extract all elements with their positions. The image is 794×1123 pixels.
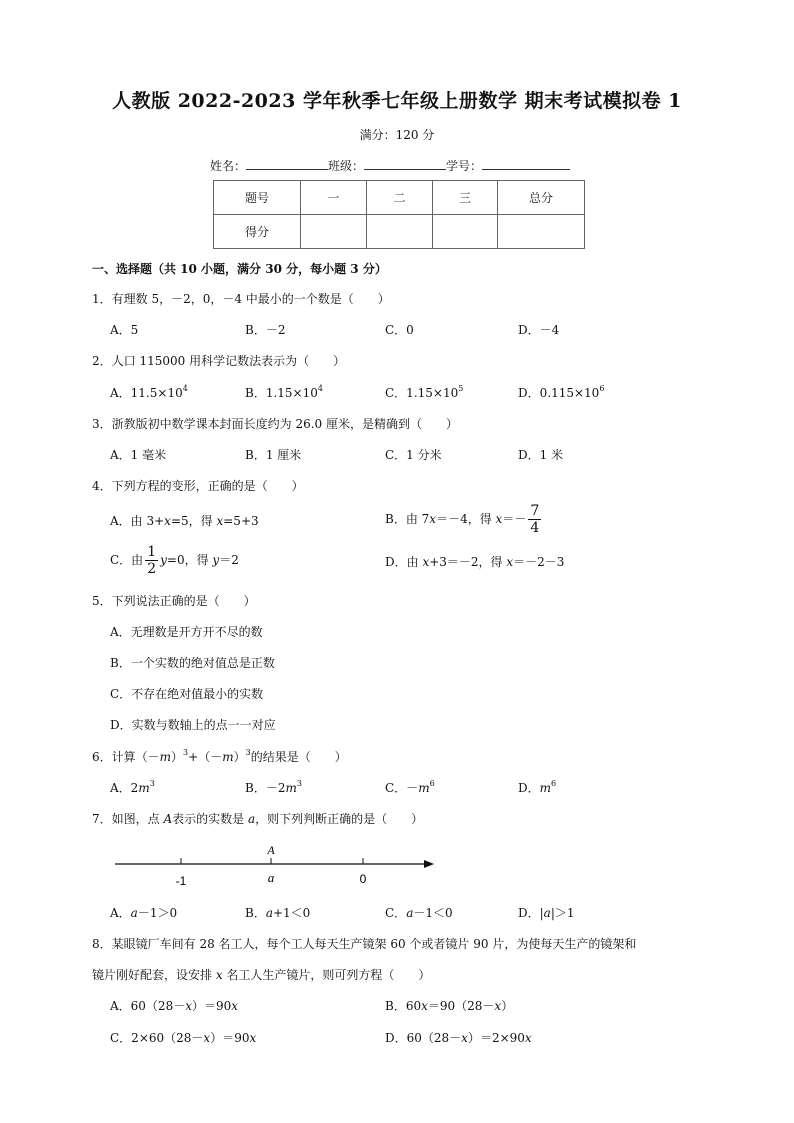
class-label: 班级： — [328, 159, 365, 173]
id-label: 学号： — [446, 159, 483, 173]
q6-option-c: C．$-m^6$ — [385, 779, 435, 795]
score-cell[interactable] — [433, 215, 498, 249]
q6-option-d: D．$m^6$ — [518, 779, 557, 795]
q1-option-a: A．5 — [110, 323, 139, 337]
q2-option-d: D．$0.115\times 10^6$ — [518, 384, 605, 400]
fraction-neg-7-4: $\frac{7}{4}$ — [530, 503, 540, 536]
q1-option-b: B．－2 — [245, 323, 286, 337]
q5-option-a: A．无理数是开方开不尽的数 — [110, 625, 263, 639]
header-cell: 题号 — [214, 181, 301, 215]
point-label-a: a — [267, 870, 275, 885]
q6-option-b: B．$-2m^3$ — [245, 779, 302, 795]
q5-option-b: B．一个实数的绝对值总是正数 — [110, 656, 275, 670]
header-cell: 总分 — [498, 181, 585, 215]
score-table-header-row — [214, 181, 585, 215]
q4-option-b: B．由 7x＝－4，得 x＝－ $\frac{7}{4}$ — [385, 503, 540, 536]
q2-option-a: A．$11.5\times 10^4$ — [110, 384, 188, 400]
header-cell: 二 — [367, 181, 433, 215]
question-2-stem: 2．人口 115000 用科学记数法表示为（ ） — [92, 354, 346, 368]
q2-option-c: C．$1.15\times 10^5$ — [385, 384, 464, 400]
question-8-stem-line-2: 镜片刚好配套，设安排 x 名工人生产镜片，则可列方程（ ） — [92, 968, 431, 982]
page-title: 人教版 2022-2023 学年秋季七年级上册数学 期末考试模拟卷 1 — [112, 90, 682, 112]
tick-label-zero: 0 — [359, 872, 367, 886]
q7-option-d: D．|a|＞1 — [518, 906, 575, 920]
q1-option-c: C．0 — [385, 323, 414, 337]
name-label: 姓名： — [210, 159, 247, 173]
class-blank[interactable] — [364, 156, 446, 170]
q3-option-c: C．1 分米 — [385, 448, 442, 462]
score-table-score-row — [214, 215, 585, 249]
question-5-stem: 5．下列说法正确的是（ ） — [92, 594, 256, 608]
name-blank[interactable] — [246, 156, 328, 170]
fraction-1-2: $\frac{1}{2}$ — [147, 544, 157, 577]
q4-option-a: A．由 3+x=5，得 x=5+3 — [110, 514, 259, 528]
student-info-line — [210, 156, 570, 174]
section-title: 一、选择题（共 10 小题，满分 30 分，每小题 3 分） — [92, 262, 387, 276]
question-3-stem: 3．浙教版初中数学课本封面长度约为 26.0 厘米，是精确到（ ） — [92, 417, 458, 431]
question-4-stem: 4．下列方程的变形，正确的是（ ） — [92, 479, 304, 493]
q3-option-a: A．1 毫米 — [110, 448, 167, 462]
q8-option-c: C．2×60（28－x）＝90x — [110, 1031, 257, 1045]
q8-option-d: D．60（28－x）＝2×90x — [385, 1031, 532, 1045]
q6-option-a: A．$2m^3$ — [110, 779, 155, 795]
row-label: 得分 — [214, 215, 301, 249]
q3-option-d: D．1 米 — [518, 448, 564, 462]
number-line-figure — [100, 838, 450, 890]
header-cell: 一 — [301, 181, 367, 215]
question-8-stem-line-1: 8．某眼镜厂车间有 28 名工人，每个工人每天生产镜架 60 个或者镜片 90 片，为使每天生产的镜架和 — [92, 937, 637, 951]
id-blank[interactable] — [482, 156, 570, 170]
q4-option-c: C．由 $\frac{1}{2}$ y=0，得 y＝2 — [110, 544, 239, 577]
score-table — [213, 180, 585, 249]
score-cell[interactable] — [301, 215, 367, 249]
question-1-stem: 1．有理数 5，－2，0，－4 中最小的一个数是（ ） — [92, 292, 390, 306]
q4-option-d: D．由 x+3＝－2，得 x＝－2－3 — [385, 555, 565, 569]
score-cell[interactable] — [367, 215, 433, 249]
point-label-A: A — [267, 843, 275, 857]
q5-option-d: D．实数与数轴上的点一一对应 — [110, 718, 276, 732]
q3-option-b: B．1 厘米 — [245, 448, 302, 462]
q1-option-d: D．－4 — [518, 323, 560, 337]
question-7-stem: 7．如图，点 A表示的实数是 a，则下列判断正确的是（ ） — [92, 812, 424, 826]
q2-option-b: B．$1.15\times 10^4$ — [245, 384, 323, 400]
full-score: 满分：120 分 — [359, 128, 435, 142]
number-line-arrow-icon — [424, 860, 434, 868]
q5-option-c: C．不存在绝对值最小的实数 — [110, 687, 264, 701]
tick-label-minus-one: -1 — [175, 874, 187, 888]
header-cell: 三 — [433, 181, 498, 215]
q7-option-c: C．a－1＜0 — [385, 906, 453, 920]
q8-option-a: A．60（28－x）＝90x — [110, 999, 239, 1013]
q7-option-a: A．a－1＞0 — [110, 906, 178, 920]
question-6-stem: 6．计算$(-m)^3+(-m)^3$的结果是（ ） — [92, 748, 347, 764]
score-cell[interactable] — [498, 215, 585, 249]
q7-option-b: B．a+1＜0 — [245, 906, 311, 920]
q8-option-b: B．60x＝90（28－x） — [385, 999, 514, 1013]
